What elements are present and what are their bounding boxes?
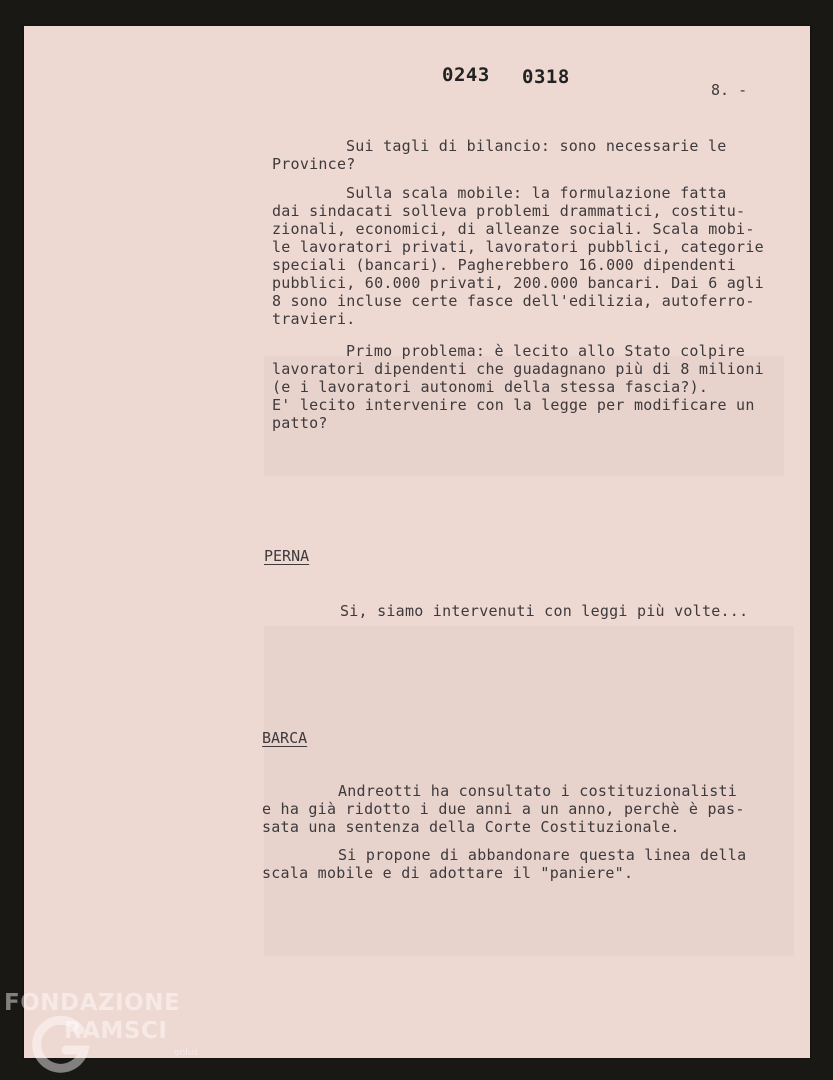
- speaker-label-barca: BARCA: [262, 729, 308, 747]
- archive-code-b: 0318: [522, 66, 570, 88]
- text-line: Andreotti ha consultato i costituzionalisti: [338, 782, 738, 800]
- text-line: lavoratori dipendenti che guadagnano più di 8 milioni: [272, 360, 764, 378]
- text-line: 8 sono incluse certe fasce dell'edilizia, autoferro-: [272, 292, 755, 310]
- text-line: scala mobile e di adottare il "paniere".: [262, 864, 634, 882]
- page-number: 8. -: [711, 81, 748, 99]
- text-line: travieri.: [272, 310, 356, 328]
- text-line: pubblici, 60.000 privati, 200.000 bancari. Dai 6 agli: [272, 274, 764, 292]
- text-line: Si propone di abbandonare questa linea della: [338, 846, 747, 864]
- watermark-line-3: onlus: [174, 1048, 199, 1058]
- archive-code-a: 0243: [442, 64, 490, 86]
- watermark-line-1: FONDAZIONE: [4, 990, 181, 1016]
- text-line: Sulla scala mobile: la formulazione fatta: [346, 184, 727, 202]
- text-line: E' lecito intervenire con la legge per modificare un: [272, 396, 755, 414]
- text-line: Primo problema: è lecito allo Stato colpire: [346, 342, 746, 360]
- text-line: Sui tagli di bilancio: sono necessarie le: [346, 137, 727, 155]
- text-line: speciali (bancari). Pagherebbero 16.000 dipendenti: [272, 256, 737, 274]
- text-line: e ha già ridotto i due anni a un anno, perchè è pas-: [262, 800, 745, 818]
- fondazione-gramsci-watermark: [2, 990, 212, 1070]
- text-line: zionali, economici, di alleanze sociali. Scala mobi-: [272, 220, 755, 238]
- text-line: Si, siamo intervenuti con leggi più volte...: [340, 602, 749, 620]
- text-line: sata una sentenza della Corte Costituzionale.: [262, 818, 680, 836]
- text-line: le lavoratori privati, lavoratori pubblici, categorie: [272, 238, 764, 256]
- text-line: dai sindacati solleva problemi drammatici, costitu-: [272, 202, 746, 220]
- speaker-label-perna: PERNA: [264, 547, 310, 565]
- document-page: [24, 26, 810, 1058]
- watermark-line-2: RAMSCI: [64, 1018, 168, 1044]
- text-line: Province?: [272, 155, 356, 173]
- text-line: patto?: [272, 414, 328, 432]
- text-line: (e i lavoratori autonomi della stessa fascia?).: [272, 378, 709, 396]
